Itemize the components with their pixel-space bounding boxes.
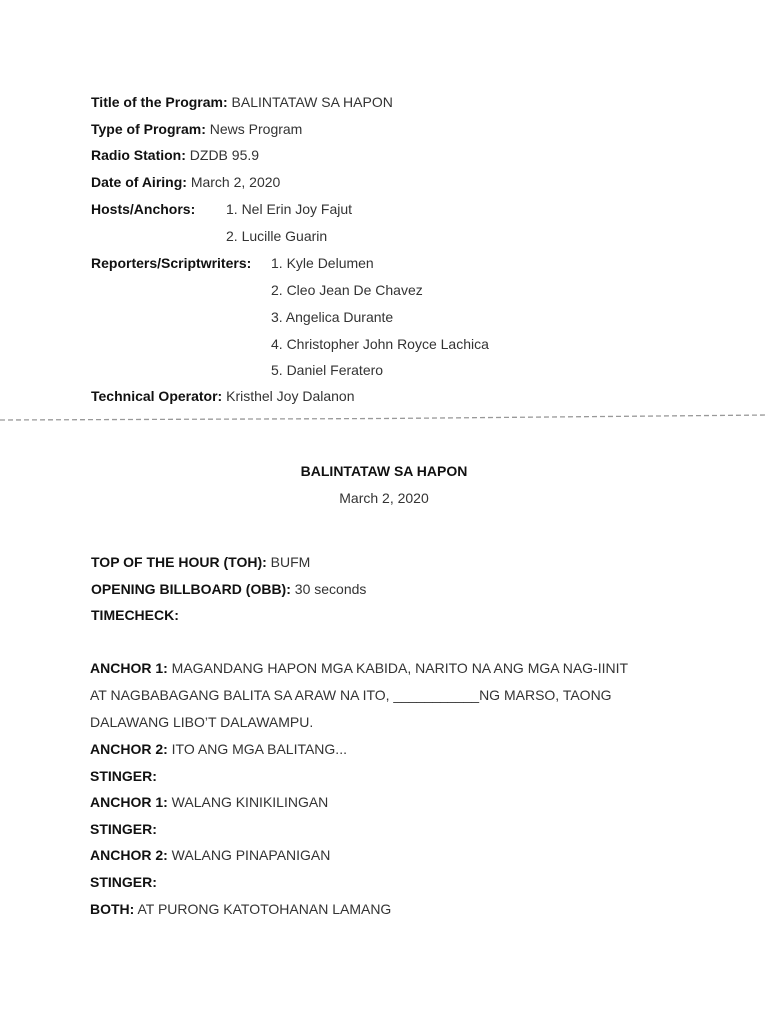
- airing-date-label: Date of Airing:: [91, 174, 187, 190]
- script-line: [90, 900, 391, 918]
- script-text: WALANG KINIKILINGAN: [171, 794, 329, 810]
- toh-label: TOP OF THE HOUR (TOH):: [91, 554, 267, 570]
- radio-station-row: [91, 146, 259, 164]
- script-speaker: STINGER:: [90, 768, 157, 784]
- timecheck-label: TIMECHECK:: [91, 607, 179, 623]
- airing-date-value: March 2, 2020: [190, 174, 281, 190]
- program-type-row: [91, 120, 302, 138]
- host-item: 1. Nel Erin Joy Fajut: [226, 201, 353, 217]
- program-title-value: BALINTATAW SA HAPON: [231, 94, 393, 110]
- reporter-item: 2. Cleo Jean De Chavez: [271, 282, 423, 298]
- script-line: [90, 846, 330, 864]
- script-text: AT NAGBABAGANG BALITA SA ARAW NA ITO, ___________NG MARSO, TAONG: [90, 687, 612, 703]
- script-line: [90, 793, 328, 811]
- program-title-row: [91, 93, 393, 111]
- script-line: [90, 873, 157, 891]
- obb-label: OPENING BILLBOARD (OBB):: [91, 581, 291, 597]
- program-type-value: News Program: [209, 121, 303, 137]
- toh-row: [91, 553, 310, 571]
- reporter-item: 3. Angelica Durante: [271, 309, 394, 325]
- script-speaker: ANCHOR 1:: [90, 794, 168, 810]
- reporters-label: Reporters/Scriptwriters:: [91, 255, 252, 271]
- radio-station-value: DZDB 95.9: [189, 147, 260, 163]
- airing-date-row: [91, 173, 280, 191]
- obb-row: [91, 580, 366, 598]
- script-line: [90, 686, 612, 704]
- script-speaker: STINGER:: [90, 874, 157, 890]
- script-speaker: ANCHOR 2:: [90, 847, 168, 863]
- radio-station-label: Radio Station:: [91, 147, 186, 163]
- technical-operator-value: Kristhel Joy Dalanon: [226, 388, 355, 404]
- hosts-label: Hosts/Anchors:: [91, 201, 196, 217]
- script-line: [90, 659, 628, 677]
- script-heading: BALINTATAW SA HAPON: [300, 463, 468, 479]
- script-text: DALAWANG LIBO’T DALAWAMPU.: [90, 714, 314, 730]
- program-type-label: Type of Program:: [91, 121, 206, 137]
- script-text: AT PURONG KATOTOHANAN LAMANG: [137, 901, 392, 917]
- script-line: [90, 767, 157, 785]
- script-text: MAGANDANG HAPON MGA KABIDA, NARITO NA ANG MGA NAG-IINIT: [171, 660, 629, 676]
- page-break-divider: [0, 409, 768, 423]
- host-item: 2. Lucille Guarin: [226, 228, 328, 244]
- script-speaker: ANCHOR 2:: [90, 741, 168, 757]
- script-line: [90, 740, 347, 758]
- obb-value: 30 seconds: [294, 581, 367, 597]
- technical-operator-label: Technical Operator:: [91, 388, 223, 404]
- technical-operator-row: [91, 387, 355, 405]
- reporter-item: 5. Daniel Feratero: [271, 362, 384, 378]
- script-text: ITO ANG MGA BALITANG...: [171, 741, 347, 757]
- program-title-label: Title of the Program:: [91, 94, 228, 110]
- script-speaker: BOTH:: [90, 901, 135, 917]
- script-text: WALANG PINAPANIGAN: [171, 847, 331, 863]
- script-line: [90, 713, 313, 731]
- reporter-item: 1. Kyle Delumen: [271, 255, 374, 271]
- script-speaker: STINGER:: [90, 821, 157, 837]
- script-date: March 2, 2020: [339, 490, 429, 506]
- script-speaker: ANCHOR 1:: [90, 660, 168, 676]
- reporter-item: 4. Christopher John Royce Lachica: [271, 336, 489, 352]
- script-line: [90, 820, 157, 838]
- toh-value: BUFM: [270, 554, 311, 570]
